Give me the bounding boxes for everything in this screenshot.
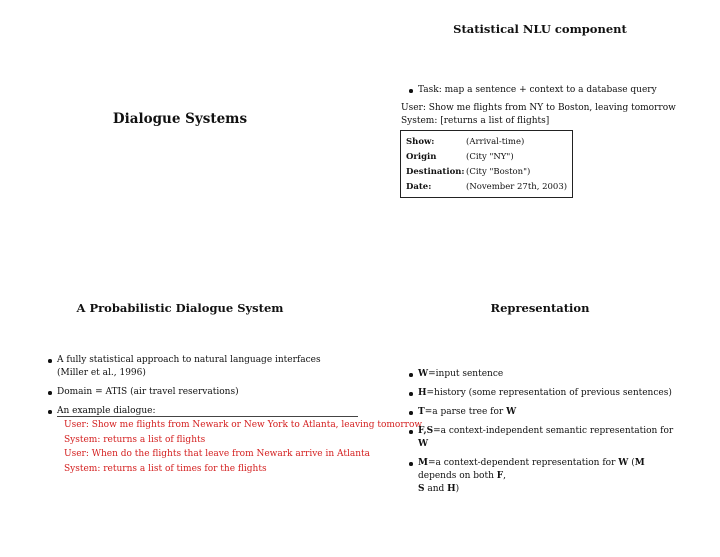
symbol: W	[418, 369, 429, 379]
symbol: H	[418, 388, 427, 398]
query-key: Origin	[406, 151, 437, 162]
query-row	[406, 164, 567, 179]
query-value: (City "NY")	[466, 151, 514, 162]
nlu-bullet-list	[409, 84, 709, 103]
dialogue-line: User: Show me flights from Newark or New York to Atlanta, leaving tomorrow	[64, 420, 423, 430]
bullet-item: An example dialogue:	[48, 405, 330, 418]
symbol: W	[618, 458, 629, 468]
query-key: Destination:	[406, 166, 465, 177]
symbol: F	[496, 471, 504, 481]
query-row	[406, 179, 567, 194]
bullet-item	[409, 368, 681, 381]
bullet-text: depends on both	[418, 471, 497, 481]
slide-title-probabilistic-dialogue: A Probabilistic Dialogue System	[76, 301, 284, 315]
bullet-text: =a parse tree for	[424, 407, 504, 417]
slide-title-statistical-nlu: Statistical NLU component	[453, 22, 627, 36]
dialogue-divider	[57, 416, 358, 417]
symbol: W	[506, 407, 517, 417]
query-frame-box	[400, 130, 573, 198]
query-key: Show:	[406, 136, 435, 147]
query-value: (City "Boston")	[466, 166, 531, 177]
bullet-text: =history (some representation of previous sentences)	[426, 388, 672, 398]
symbol: F,S	[418, 426, 434, 436]
example-dialogue	[64, 418, 422, 476]
probabilistic-bullet-list	[48, 354, 330, 424]
bullet-item: Domain = ATIS (air travel reservations)	[48, 386, 330, 399]
symbol: W	[418, 439, 429, 449]
bullet-text: )	[455, 484, 460, 494]
query-value: (November 27th, 2003)	[466, 181, 568, 192]
bullet-item	[409, 387, 681, 400]
nlu-example-system: System: [returns a list of flights]	[401, 116, 550, 126]
query-key: Date:	[406, 181, 432, 192]
query-value: (Arrival-time)	[466, 136, 525, 147]
dialogue-line: System: returns a list of flights	[64, 434, 206, 445]
bullet-text: =input sentence	[428, 369, 504, 379]
bullet-text: =a context-dependent representation for	[427, 458, 616, 468]
symbol: M	[418, 458, 428, 468]
nlu-example-user: User: Show me flights from NY to Boston, leaving tomorrow	[401, 103, 676, 113]
slide-title-representation: Representation	[490, 301, 590, 315]
query-row	[406, 134, 567, 149]
symbol: T	[418, 407, 425, 417]
bullet-item	[409, 457, 681, 496]
bullet-text: =a context-independent semantic representation for	[433, 426, 674, 436]
dialogue-line: System: returns a list of times for the flights	[64, 463, 267, 474]
query-frame-table	[406, 134, 567, 194]
bullet-text: (	[628, 458, 635, 468]
bullet-text: and	[424, 484, 448, 494]
symbol: H	[447, 484, 456, 494]
bullet-item: A fully statistical approach to natural language interfaces (Miller et al., 1996)	[48, 354, 330, 380]
slide-title-dialogue-systems: Dialogue Systems	[112, 111, 248, 127]
query-row	[406, 149, 567, 164]
dialogue-line: User: When do the flights that leave from Newark arrive in Atlanta	[64, 449, 370, 459]
symbol: S	[418, 484, 425, 494]
bullet-text: ,	[503, 471, 507, 481]
symbol: M	[634, 458, 645, 468]
nlu-task-bullet: Task: map a sentence + context to a database query	[409, 84, 709, 97]
bullet-item	[409, 425, 681, 451]
representation-bullet-list	[409, 368, 681, 502]
bullet-item	[409, 406, 681, 419]
